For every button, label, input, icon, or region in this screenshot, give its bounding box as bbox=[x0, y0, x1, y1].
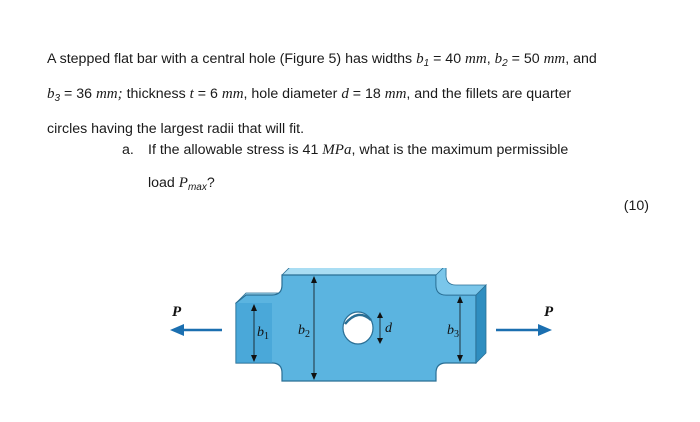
unit: mm; bbox=[95, 86, 123, 102]
problem-statement bbox=[47, 44, 667, 145]
symbol-p: P bbox=[178, 175, 188, 191]
text-segment: , bbox=[486, 51, 495, 67]
text-segment: , what is the maximum permissible bbox=[351, 142, 569, 158]
problem-line-1 bbox=[47, 44, 667, 79]
force-arrow-right-head bbox=[538, 324, 552, 336]
subscript: 1 bbox=[423, 58, 430, 69]
value-b3: = 36 bbox=[60, 86, 96, 102]
subscript: 2 bbox=[502, 58, 508, 69]
symbol-d: d bbox=[341, 86, 349, 102]
stepped-bar-figure bbox=[150, 268, 580, 388]
problem-line-3: circles having the largest radii that will fit. bbox=[47, 121, 305, 137]
value-b1: = 40 bbox=[429, 51, 466, 67]
bar-right-face bbox=[476, 285, 486, 363]
symbol-b3: b bbox=[47, 86, 55, 102]
question-a-line-2 bbox=[148, 167, 568, 204]
symbol-b1: b bbox=[416, 51, 424, 67]
dimension-label-d: d bbox=[385, 321, 392, 336]
text-segment: load bbox=[148, 175, 179, 191]
unit: mm bbox=[465, 51, 487, 67]
problem-line-2 bbox=[47, 79, 667, 114]
dimension-label-b2: $b_2$ bbox=[298, 323, 310, 340]
value-d: = 18 bbox=[348, 86, 385, 102]
text-segment: , and bbox=[565, 51, 597, 67]
value-t: = 6 bbox=[193, 86, 222, 102]
unit: mm bbox=[543, 51, 566, 67]
unit: mm bbox=[384, 86, 407, 102]
text-segment: , hole diameter bbox=[243, 86, 342, 102]
force-label-left: P bbox=[172, 304, 182, 320]
text-segment: If the allowable stress is 41 bbox=[148, 142, 323, 158]
symbol-b2: b bbox=[494, 51, 503, 67]
question-a-text bbox=[148, 134, 568, 204]
text-segment: ? bbox=[206, 175, 215, 191]
text-segment: thickness bbox=[122, 86, 190, 102]
question-a-line-1 bbox=[148, 134, 568, 167]
force-arrow-left-head bbox=[170, 324, 184, 336]
text-segment: A stepped flat bar with a central hole (Figure 5) has widths bbox=[47, 51, 417, 67]
subscript: max bbox=[187, 182, 207, 193]
dimension-label-b3: $b_3$ bbox=[447, 323, 459, 340]
force-label-right: P bbox=[544, 304, 554, 320]
subscript: 3 bbox=[54, 93, 61, 104]
marks-label: (10) bbox=[623, 198, 649, 214]
list-marker: a. bbox=[122, 142, 134, 158]
text-segment: , and the fillets are quarter bbox=[406, 86, 572, 102]
value-b2: = 50 bbox=[507, 51, 544, 67]
unit: MPa bbox=[322, 142, 352, 158]
dimension-label-b1: $b_1$ bbox=[257, 325, 269, 342]
symbol-t: t bbox=[189, 86, 194, 102]
unit: mm bbox=[221, 86, 244, 102]
bar-step-face bbox=[436, 268, 486, 295]
